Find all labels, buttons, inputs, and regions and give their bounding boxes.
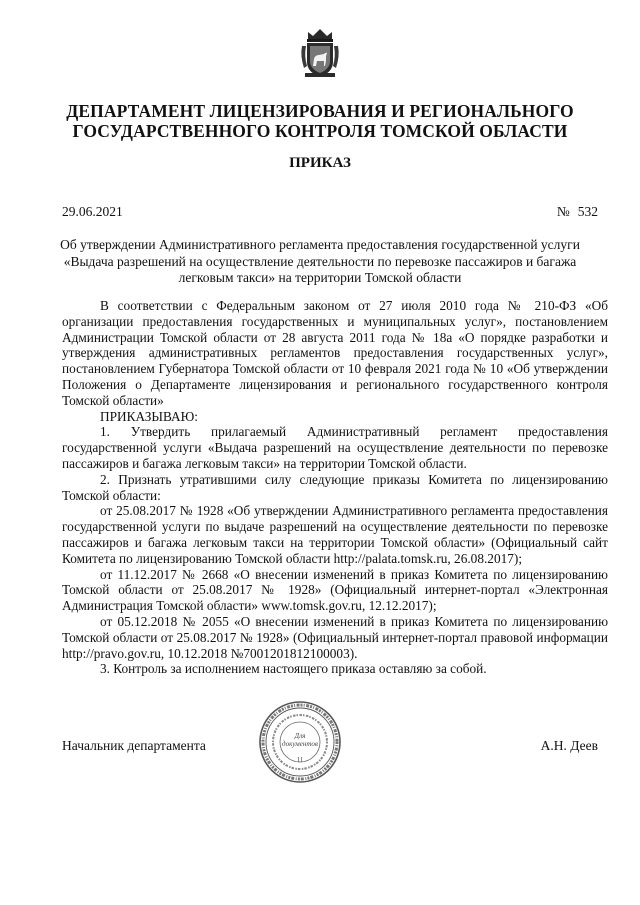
number-value: 532 <box>577 204 598 219</box>
number-sign: № <box>556 204 570 219</box>
stamp-text-line2: документов <box>282 740 318 748</box>
department-heading-line1: ДЕПАРТАМЕНТ ЛИЦЕНЗИРОВАНИЯ И РЕГИОНАЛЬНОГО <box>66 101 574 121</box>
document-title <box>60 237 580 287</box>
stamp-number: 11 <box>296 756 304 764</box>
item-2-sub-3: от 05.12.2018 № 2055 «О внесении изменений в приказ Комитета по лицензированию Томской области от 25.08.2017 № 1928» (Официальный интернет-портал правовой информации http://pravo.gov.ru, 10.12.2018 №7001201812100003). <box>62 613 608 661</box>
order-word: ПРИКАЗЫВАЮ: <box>100 408 198 424</box>
official-stamp <box>258 700 342 784</box>
item-2-sub-1: от 25.08.2017 № 1928 «Об утверждении Административного регламента предоставления государственной услуги по выдаче разрешений на осуществление деятельности по перевозке пассажиров и багажа легковым такси на территории Томской области» (Официальный сайт Комитета по лицензированию Томской области http://palata.tomsk.ru, 26.08.2017); <box>62 503 608 566</box>
title-line: Об утверждении Административного регламента предоставления государственной услуги <box>60 237 580 252</box>
department-heading <box>40 101 600 141</box>
department-heading-line2: ГОСУДАРСТВЕННОГО КОНТРОЛЯ ТОМСКОЙ ОБЛАСТИ <box>72 121 568 141</box>
signer-position: Начальник департамента <box>62 738 206 753</box>
document-number <box>557 204 598 220</box>
preamble-paragraph: В соответствии с Федеральным законом от 27 июля 2010 года № 210-ФЗ «Об организации предоставления государственных и муниципальных услуг», постановлением Администрации Томской области от 28 августа 2011 года № 18а «О порядке разработки и утверждения административных регламентов предоставления государственных услуг», постановлением Губернатора Томской области от 10 февраля 2021 года № 10 «Об утверждении Положения о Департаменте лицензирования и регионального государственного контроля Томской области» <box>62 298 608 408</box>
document-date: 29.06.2021 <box>62 204 123 219</box>
title-line: легковым такси» на территории Томской области <box>178 270 462 285</box>
item-2-paragraph: 2. Признать утратившими силу следующие приказы Комитета по лицензированию Томской области: <box>62 471 608 503</box>
stamp-text-line1: Для <box>294 732 306 740</box>
document-body <box>62 298 608 677</box>
tomsk-coat-of-arms-icon <box>299 26 341 80</box>
item-3-paragraph: 3. Контроль за исполнением настоящего приказа оставляю за собой. <box>100 661 487 677</box>
document-type: ПРИКАЗ <box>289 155 351 171</box>
title-line: «Выдача разрешений на осуществление деятельности по перевозке пассажиров и багажа <box>63 253 577 269</box>
item-1-paragraph: 1. Утвердить прилагаемый Административный регламент предоставления государственной услуги «Выдача разрешений на осуществление деятельности по перевозке пассажиров и багажа легковым такси» на территории Томской области. <box>62 424 608 471</box>
signer-name: А.Н. Деев <box>540 738 598 753</box>
item-2-sub-2: от 11.12.2017 № 2668 «О внесении изменений в приказ Комитета по лицензированию Томской области от 25.08.2017 № 1928» (Официальный интернет-портал «Электронная Администрация Томской области» www.tomsk.gov.ru, 12.12.2017); <box>62 566 608 614</box>
